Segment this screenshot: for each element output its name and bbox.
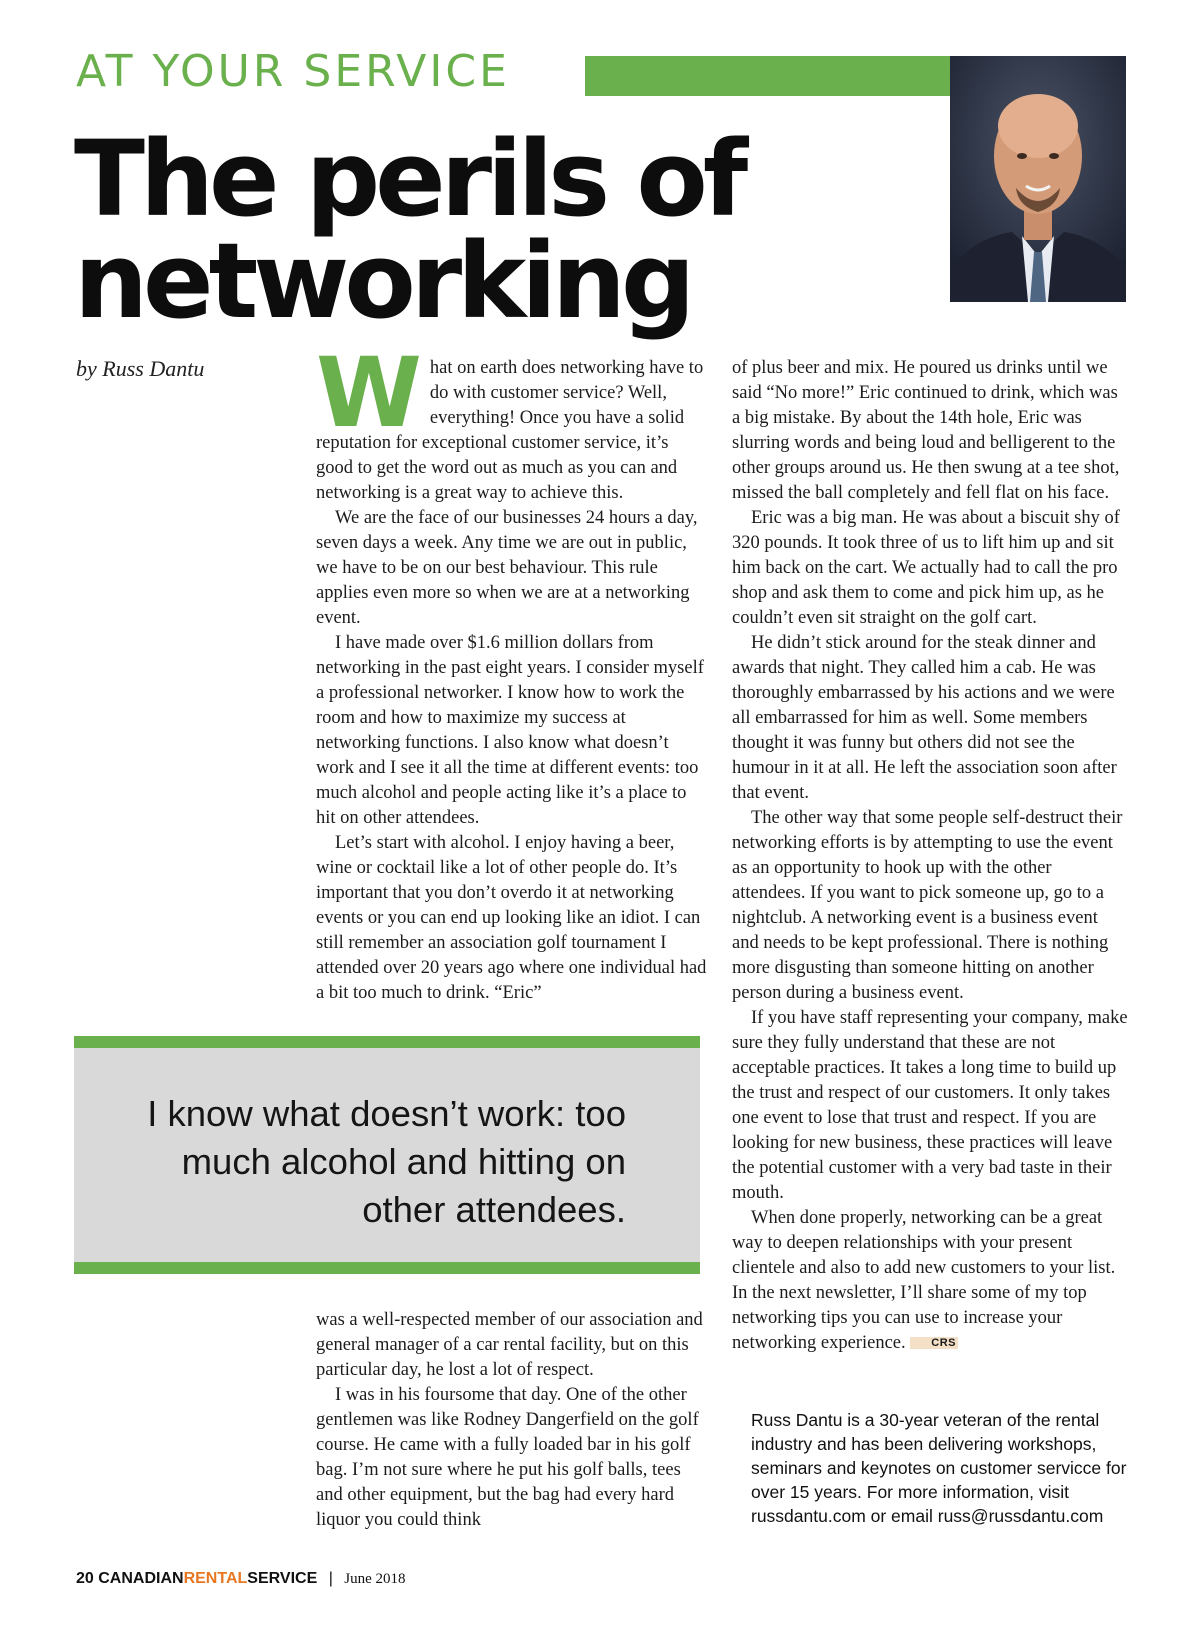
paragraph: When done properly, networking can be a great way to deepen relationships with your present clientele and also to add new customers to your list. In the next newsletter, I’ll share some of my top networking tips you can use to increase your networking experience. CRS	[732, 1208, 1116, 1353]
headline-line-2: networking	[74, 220, 691, 342]
section-kicker: AT YOUR SERVICE	[76, 46, 510, 97]
pull-quote-box	[74, 1036, 700, 1274]
paragraph: We are the face of our businesses 24 hours a day, seven days a week. Any time we are out in public, we have to be on our best behaviour. This rule applies even more so when we are at a networking event.	[316, 508, 698, 628]
paragraph: If you have staff representing your company, make sure they fully understand that these are not acceptable practices. It takes a long time to build up the trust and respect of our customers. It only takes one event to lose that trust and respect. If you are looking for new business, these practices will leave the potential customer with a very bad taste in their mouth.	[732, 1008, 1128, 1203]
author-photo	[950, 56, 1126, 302]
end-mark-logo: CRS	[910, 1337, 958, 1349]
author-bio: Russ Dantu is a 30-year veteran of the rental industry and has been delivering workshops, seminars and keynotes on customer servicce for over 15 years. For more information, visit russdantu.com or email russ@russdantu.com	[751, 1410, 1127, 1526]
article-headline	[74, 118, 744, 342]
column-1-top	[316, 337, 708, 1006]
brand-part-3: SERVICE	[247, 1570, 318, 1587]
drop-cap: W	[316, 337, 422, 449]
paragraph: I was in his foursome that day. One of the other gentlemen was like Rodney Dangerfield on the golf course. He came with a fully loaded bar in his golf bag. I’m not sure where he put his golf balls, tees and other equipment, but the bag had every hard liquor you could think	[316, 1385, 699, 1530]
column-1-bottom	[316, 1308, 708, 1533]
paragraph: Eric was a big man. He was about a biscuit shy of 320 pounds. It took three of us to lift him up and sit him back on the cart. We actually had to call the pro shop and ask them to come and pick him up, as he couldn’t even sit straight on the golf cart.	[732, 508, 1120, 628]
headline-line-1: The perils of	[74, 118, 744, 240]
paragraph: Let’s start with alcohol. I enjoy having a beer, wine or cocktail like a lot of other people do. It’s important that you don’t overdo it at networking events or you can end up looking like an idiot. I can still remember an association golf tournament I attended over 20 years ago where one individual had a bit too much to drink. “Eric”	[316, 833, 707, 1003]
paragraph: What on earth does networking have to do with customer service? Well, everything! Once you have a solid reputation for exceptional customer service, it’s good to get the word out as much as you can and networking is a great way to achieve this.	[316, 337, 704, 503]
paragraph: of plus beer and mix. He poured us drinks until we said “No more!” Eric continued to drink, which was a big mistake. By about the 14th hole, Eric was slurring words and being loud and belligerent to the other groups around us. He then swung at a tee shot, missed the ball completely and fell flat on his face.	[732, 358, 1120, 503]
byline: by Russ Dantu	[76, 356, 205, 381]
issue-date: June 2018	[344, 1571, 406, 1587]
paragraph: He didn’t stick around for the steak dinner and awards that night. They called him a cab. He was thoroughly embarrassed by his actions and we were all embarrassed for him as well. Some members thought it was funny but others did not see the humour in it at all. He left the association soon after that event.	[732, 633, 1117, 803]
page-footer	[76, 1570, 406, 1588]
brand-part-1: CANADIAN	[98, 1570, 184, 1587]
column-2	[732, 356, 1128, 1356]
brand-part-2: RENTAL	[183, 1570, 248, 1587]
page-number: 20	[76, 1570, 94, 1587]
kicker-accent-bar	[585, 56, 950, 96]
pull-quote: I know what doesn’t work: too much alcohol and hitting on other attendees.	[147, 1093, 626, 1230]
paragraph: was a well-respected member of our association and general manager of a car rental facility, but on this particular day, he lost a lot of respect.	[316, 1310, 703, 1380]
paragraph: The other way that some people self-destruct their networking efforts is by attempting to use the event as an opportunity to hook up with the other attendees. If you want to pick someone up, go to a nightclub. A networking event is a business event and needs to be kept professional. There is nothing more disgusting than someone hitting on another person during a business event.	[732, 808, 1123, 1003]
paragraph: I have made over $1.6 million dollars from networking in the past eight years. I consider myself a professional networker. I know how to work the room and how to maximize my success at networking functions. I also know what doesn’t work and I see it all the time at different events: too much alcohol and people acting like it’s a place to hit on other attendees.	[316, 633, 704, 828]
footer-separator: |	[328, 1570, 333, 1587]
author-portrait	[950, 56, 1126, 302]
